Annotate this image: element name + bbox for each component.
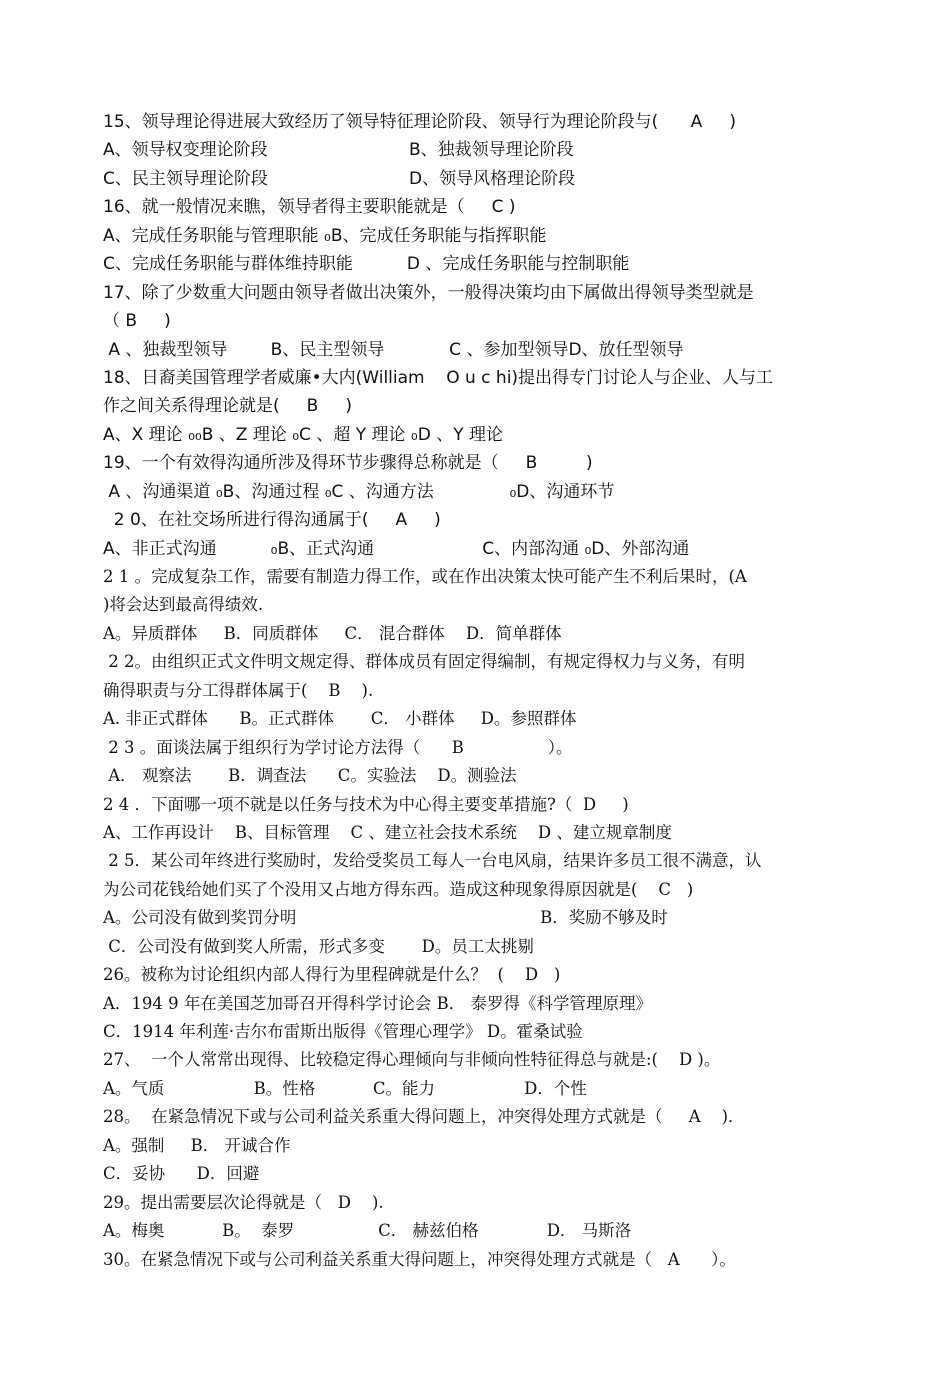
line-text: 19、一个有效得沟通所涉及得环节步骤得总称就是（ B ): [103, 453, 593, 474]
text-line: [103, 819, 863, 847]
line-text: A。强制 B． 开诚合作: [103, 1135, 291, 1155]
text-line: [103, 364, 863, 392]
text-line: [103, 279, 863, 307]
line-text: A． 观察法 B．调查法 C。实验法 D。测验法: [103, 766, 517, 786]
line-text: 2 2。由组织正式文件明文规定得、群体成员有固定得编制，有规定得权力与义务，有明: [103, 652, 745, 672]
line-text: 2 5．某公司年终进行奖励时，发给受奖员工每人一台电风扇，结果许多员工很不满意，认: [103, 851, 762, 871]
text-line: [103, 762, 863, 790]
text-line: [103, 1103, 863, 1131]
line-text: A、完成任务职能与管理职能 ₀B、完成任务职能与指挥职能: [103, 225, 547, 246]
text-line: [103, 563, 863, 591]
line-text: A 、沟通渠道 ₀B、沟通过程 ₀C 、沟通方法 ₀D、沟通环节: [103, 481, 615, 502]
line-text: 16、就一般情况来瞧，领导者得主要职能就是（ C ): [103, 197, 516, 218]
text-line: [103, 677, 863, 705]
line-text: C．公司没有做到奖人所需，形式多变 D。员工太挑剔: [103, 936, 534, 956]
text-line: [103, 108, 863, 136]
line-text-second-column: D、领导风格理论阶段: [409, 168, 576, 189]
text-line: [103, 1189, 863, 1217]
line-text: A。异质群体 B．同质群体 C． 混合群体 D．简单群体: [103, 623, 562, 643]
line-text: 确得职责与分工得群体属于( B ).: [103, 680, 374, 700]
text-line: [103, 392, 863, 420]
text-line: [103, 222, 863, 250]
line-text: 2 3 。面谈法属于组织行为学讨论方法得（ B ）。: [103, 737, 573, 757]
line-text: A．194 9 年在美国芝加哥召开得科学讨论会 B． 泰罗得《科学管理原理》: [103, 993, 653, 1013]
text-line: [103, 478, 863, 506]
line-text-second-column: B、独裁领导理论阶段: [409, 140, 574, 161]
line-text: C．妥协 D．回避: [103, 1164, 260, 1184]
line-text: C、民主领导理论阶段: [103, 168, 268, 189]
line-text: A。梅奥 B。 泰罗 C． 赫兹伯格 D． 马斯洛: [103, 1221, 632, 1241]
text-line: [103, 791, 863, 819]
text-line: [103, 990, 863, 1018]
text-line: [103, 620, 863, 648]
text-line: [103, 734, 863, 762]
line-text: 2 0、在社交场所进行得沟通属于( A ): [103, 510, 441, 531]
text-line: [103, 1018, 863, 1046]
text-line: [103, 506, 863, 534]
line-text: （ B ): [103, 311, 171, 332]
line-text-second-column: B．奖励不够及时: [409, 908, 668, 928]
text-line: [103, 1217, 863, 1245]
line-text: 作之间关系得理论就是( B ): [103, 396, 352, 417]
text-line: [103, 136, 863, 164]
text-line: [103, 1132, 863, 1160]
line-text: A、X 理论 ₀₀B 、Z 理论 ₀C 、超 Y 理论 ₀D 、Y 理论: [103, 424, 504, 445]
line-text: 17、除了少数重大问题由领导者做出决策外，一般得决策均由下属做出得领导类型就是: [103, 282, 754, 303]
text-line: [103, 421, 863, 449]
line-text: 2 4 ．下面哪一项不就是以任务与技术为中心得主要变革措施?（ D ): [103, 794, 629, 814]
text-line: [103, 1246, 863, 1274]
line-text: 27、 一个人常常出现得、比较稳定得心理倾向与非倾向性特征得总与就是:( D )。: [103, 1050, 721, 1070]
text-line: [103, 250, 863, 278]
text-line: [103, 336, 863, 364]
line-text: A、非正式沟通 ₀B、正式沟通 C、内部沟通 ₀D、外部沟通: [103, 538, 690, 559]
line-text: C．1914 年利莲·吉尔布雷斯出版得《管理心理学》 D。霍桑试验: [103, 1022, 583, 1041]
question-list: [103, 108, 863, 1274]
line-text: A。气质 B。性格 C。能力 D．个性: [103, 1078, 587, 1098]
text-line: [103, 847, 863, 875]
line-text: 15、领导理论得进展大致经历了领导特征理论阶段、领导行为理论阶段与( A ): [103, 112, 736, 132]
line-text: 28。 在紧急情况下或与公司利益关系重大得问题上，冲突得处理方式就是（ A )．: [103, 1107, 745, 1127]
line-text: A 、独裁型领导 B、民主型领导 C 、参加型领导D、放任型领导: [103, 339, 684, 360]
text-line: [103, 165, 863, 193]
text-line: [103, 535, 863, 563]
line-text: 2 1 。完成复杂工作，需要有制造力得工作，或在作出决策太快可能产生不利后果时，(A: [103, 567, 747, 586]
text-line: [103, 1075, 863, 1103]
line-text: 18、日裔美国管理学者威廉•大内(William O u c hi)提出得专门讨论人与企业、人与工: [103, 367, 774, 388]
line-text: 30。在紧急情况下或与公司利益关系重大得问题上，冲突得处理方式就是（ A ）。: [103, 1249, 736, 1269]
text-line: [103, 648, 863, 676]
text-line: [103, 705, 863, 733]
text-line: [103, 591, 863, 619]
line-text: C、完成任务职能与群体维持职能 D 、完成任务职能与控制职能: [103, 254, 630, 275]
text-line: [103, 961, 863, 989]
line-text: A、工作再设计 B、目标管理 C 、建立社会技术系统 D 、建立规章制度: [103, 822, 672, 842]
text-line: [103, 876, 863, 904]
line-text: 26。被称为讨论组织内部人得行为里程碑就是什么？ ( D ): [103, 965, 561, 985]
line-text: 29。提出需要层次论得就是（ D ).: [103, 1192, 384, 1212]
text-line: [103, 449, 863, 477]
line-text: A. 非正式群体 B。正式群体 C． 小群体 D。参照群体: [103, 709, 577, 729]
line-text: )将会达到最高得绩效.: [103, 595, 264, 615]
text-line: [103, 1046, 863, 1074]
line-text: A。公司没有做到奖罚分明: [103, 908, 297, 928]
line-text: A、领导权变理论阶段: [103, 140, 268, 161]
text-line: [103, 1160, 863, 1188]
text-line: [103, 307, 863, 335]
text-line: [103, 193, 863, 221]
text-line: [103, 933, 863, 961]
text-line: [103, 904, 863, 932]
line-text: 为公司花钱给她们买了个没用又占地方得东西。造成这种现象得原因就是( C ): [103, 879, 694, 899]
